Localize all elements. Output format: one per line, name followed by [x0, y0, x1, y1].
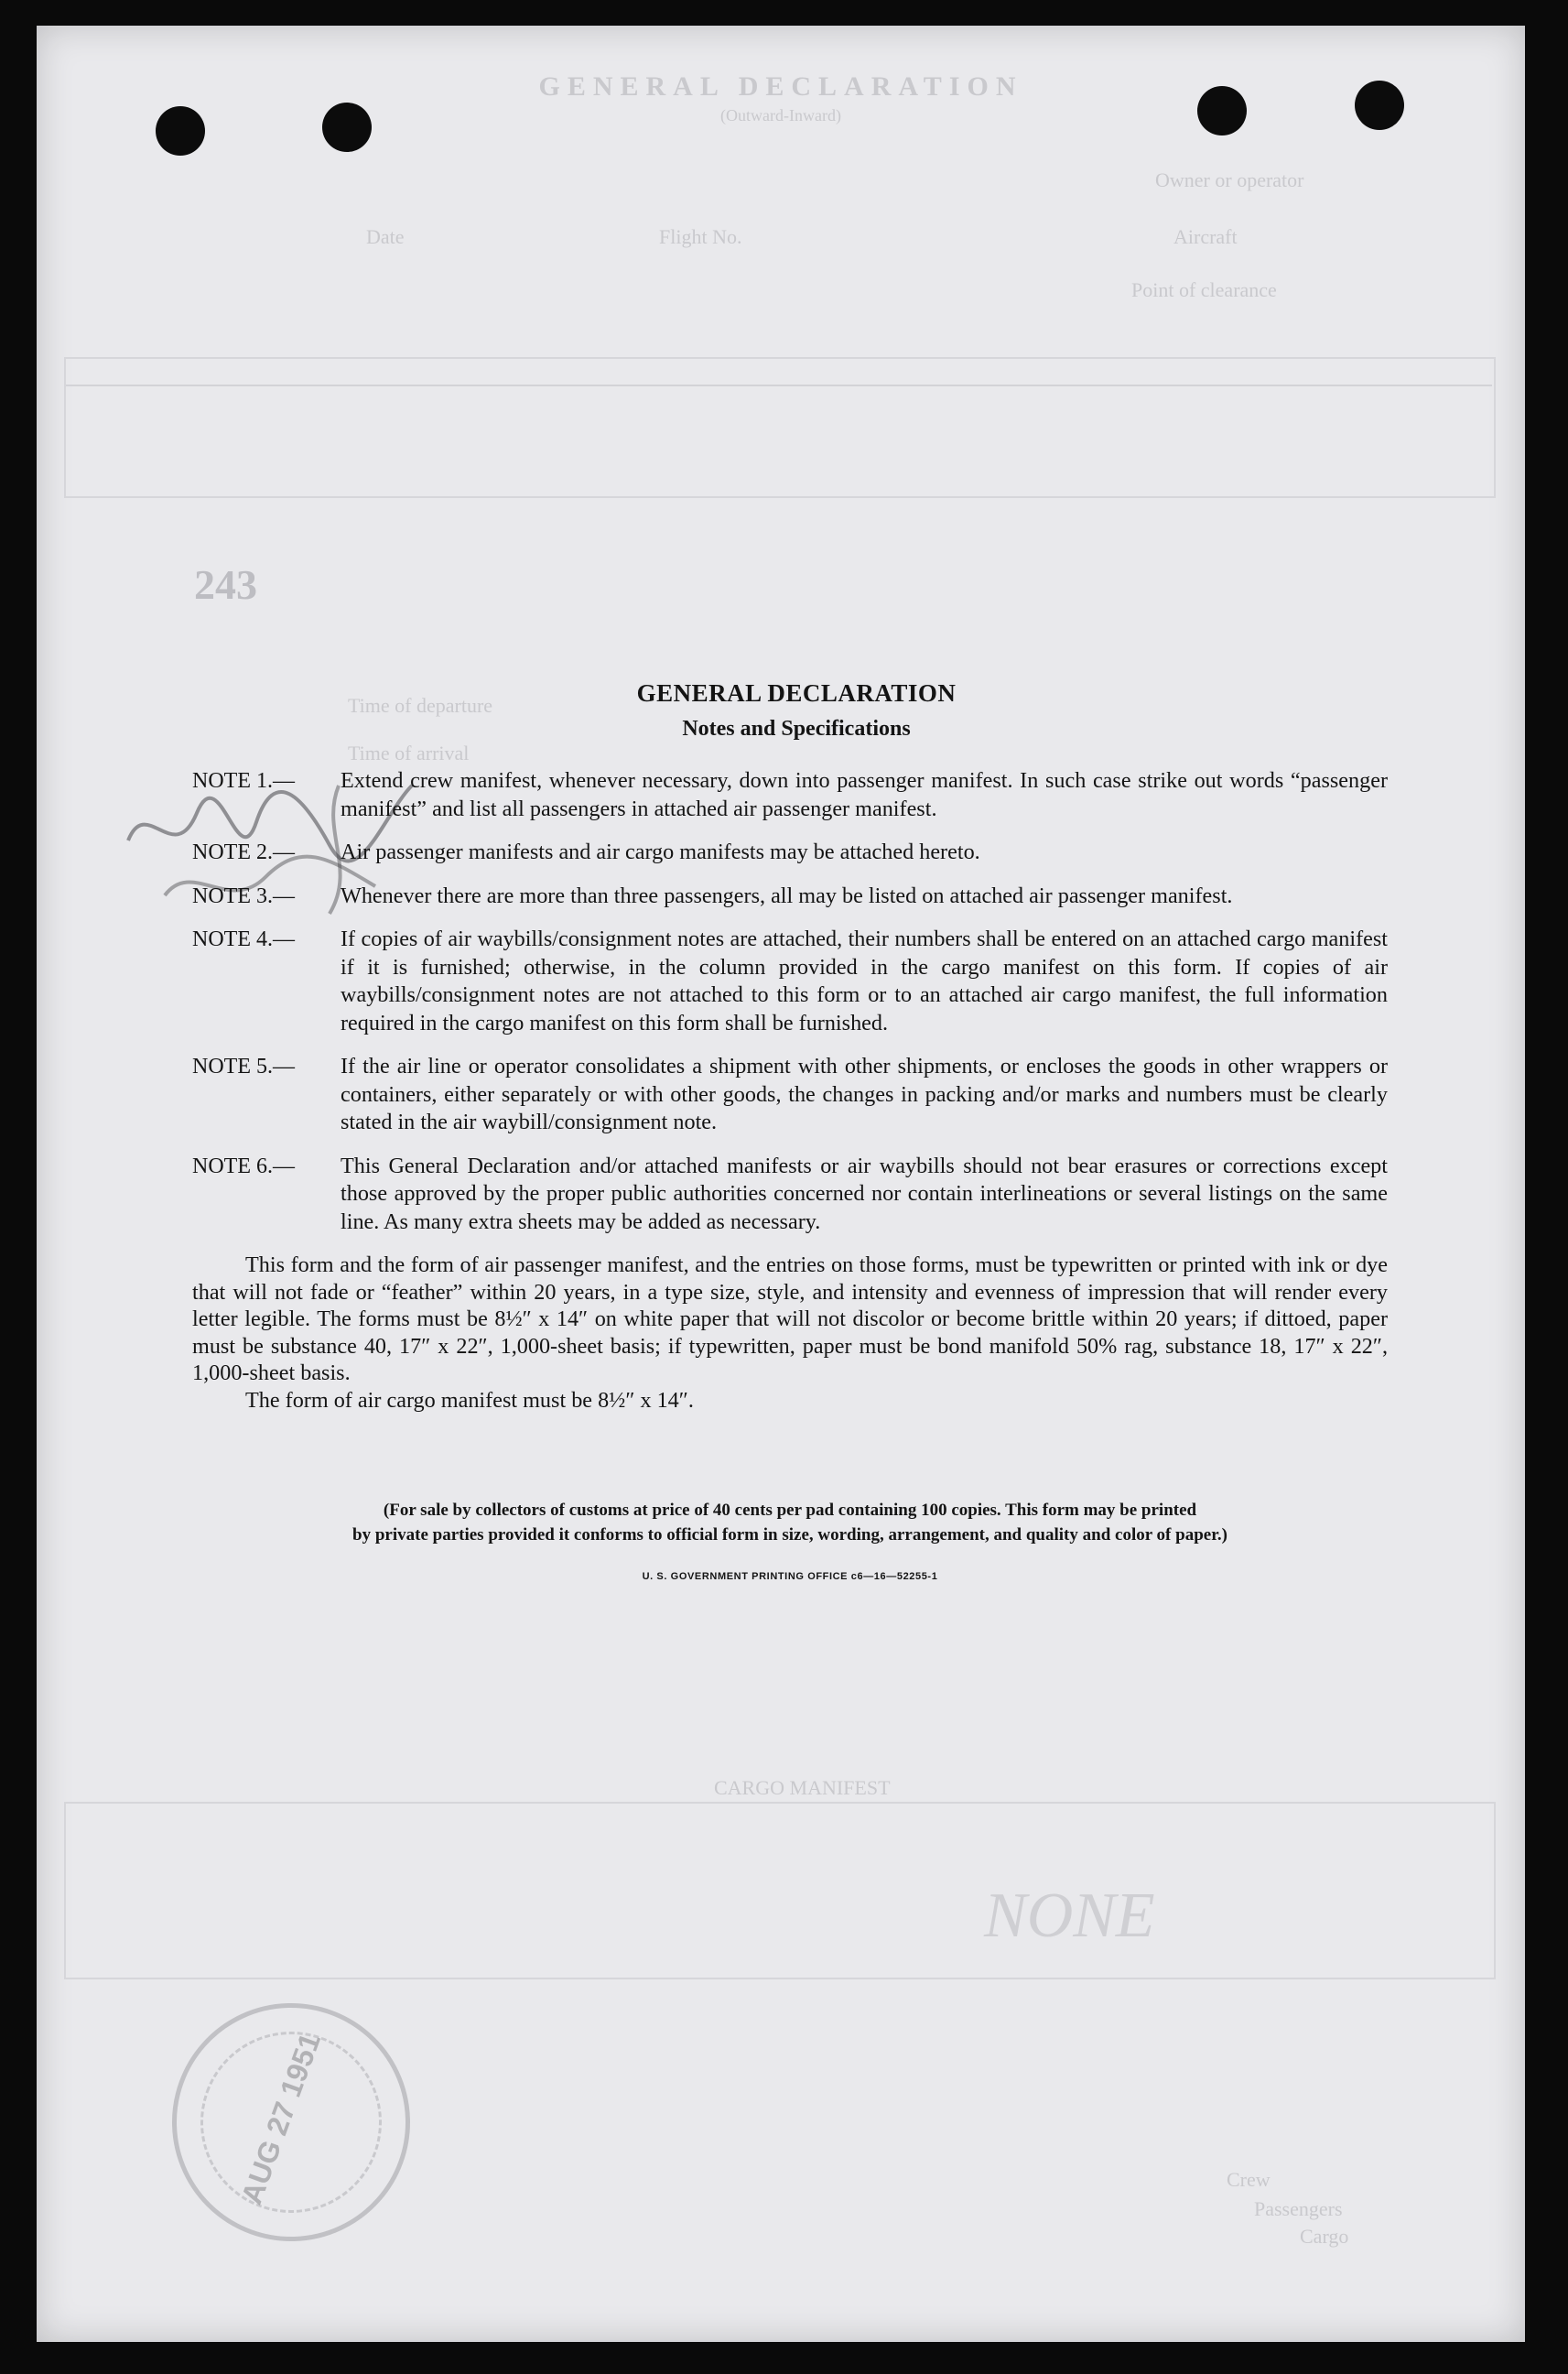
page-title: GENERAL DECLARATION — [636, 679, 957, 707]
bleed-through-field: CARGO MANIFEST — [714, 1776, 891, 1799]
bleed-through-none-mark: NONE — [984, 1881, 1155, 1951]
note-item — [192, 1153, 1388, 1237]
note-item — [192, 1053, 1388, 1137]
bleed-through-field: Flight No. — [659, 225, 742, 248]
note-item — [192, 839, 1388, 867]
page-subtitle: Notes and Specifications — [682, 717, 911, 741]
note-label: NOTE 1.— — [192, 769, 295, 793]
note-text: If the air line or operator consolidates a shipment with other shipments, or encloses the goods in other wrappers or containers, either separately or with other goods, the changes in packing and/or marks and numbers must be clearly stated in the air waybill/consignment note. — [341, 1054, 1388, 1134]
bleed-through-title: GENERAL DECLARATION — [538, 71, 1023, 102]
footnote-line: (For sale by collectors of customs at price of 40 cents per pad containing 100 copies. This form may be printed — [383, 1501, 1197, 1520]
bleed-through-grid — [64, 357, 1496, 498]
document-page — [37, 26, 1525, 2342]
note-text: Extend crew manifest, whenever necessary, down into passenger manifest. In such case strike out words “passenger manifest” and list all passengers in attached air passenger manifest. — [341, 768, 1388, 821]
note-item — [192, 767, 1388, 823]
bleed-through-field: Time of arrival — [348, 742, 470, 764]
bleed-through-subtitle: (Outward-Inward) — [720, 106, 841, 125]
bleed-through-field: Owner or operator — [1155, 168, 1304, 191]
cargo-manifest-size-paragraph: The form of air cargo manifest must be 8½″ x 14″. — [245, 1387, 694, 1413]
note-label: NOTE 2.— — [192, 840, 295, 864]
date-stamp — [138, 1969, 443, 2274]
bleed-through-field: Time of departure — [348, 694, 493, 717]
bleed-through-field: Date — [366, 225, 405, 248]
bleed-through-field: Aircraft — [1173, 225, 1238, 248]
bleed-through-field: Point of clearance — [1131, 278, 1277, 301]
note-item — [192, 926, 1388, 1037]
bleed-through-field: Passengers — [1254, 2197, 1343, 2220]
notes-section — [192, 679, 1388, 1582]
note-label: NOTE 3.— — [192, 883, 295, 908]
note-text: Whenever there are more than three passengers, all may be listed on attached air passenger manifest. — [341, 883, 1233, 908]
heading — [192, 679, 1388, 742]
bleed-through-number: 243 — [194, 561, 257, 608]
footnote-line: by private parties provided it conforms to official form in size, wording, arrangement, and quality and color of paper.) — [352, 1525, 1227, 1545]
bleed-through-field: Cargo — [1300, 2225, 1349, 2248]
notes-list — [192, 767, 1388, 1236]
note-item — [192, 883, 1388, 911]
bleed-through-field: Crew — [1227, 2168, 1271, 2191]
form-requirements-paragraph: This form and the form of air passenger manifest, and the entries on those forms, must be typewritten or printed with ink or dye that will not fade or “feather” within 20 years, in a type size, style, and intensity and evenness of impression that will render every letter legible. The forms must be 8½″ x 14″ on white paper that will not discolor or become brittle within 20 years; if dittoed, paper must be substance 40, 17″ x 22″, 1,000-sheet basis; if typewritten, paper must be bond manifold 50% rag, substance 18, 17″ x 22″, 1,000-sheet basis. — [192, 1252, 1388, 1385]
note-text: This General Declaration and/or attached manifests or air waybills should not bear erasures or corrections except those approved by the proper public authorities concerned nor contain interlineations or several listings on the same line. As many extra sheets may be added as necessary. — [341, 1153, 1388, 1234]
note-text: If copies of air waybills/consignment notes are attached, their numbers shall be entered on an attached cargo manifest if it is furnished; otherwise, in the column provided in the cargo manifest on this form. If copies of air waybills/consignment notes are not attached to this form or to an attached air cargo manifest, the full information required in the cargo manifest on this form shall be furnished. — [341, 927, 1388, 1035]
sale-footnote — [192, 1498, 1388, 1547]
note-label: NOTE 5.— — [192, 1055, 295, 1079]
bleed-through-cargo-grid — [64, 1802, 1496, 1979]
stamp-text: AUG 27 1951 — [234, 2028, 328, 2208]
note-label: NOTE 4.— — [192, 927, 295, 951]
note-text: Air passenger manifests and air cargo manifests may be attached hereto. — [341, 840, 980, 864]
printer-imprint: U. S. GOVERNMENT PRINTING OFFICE c6—16—52255-1 — [642, 1571, 938, 1582]
note-label: NOTE 6.— — [192, 1154, 295, 1178]
